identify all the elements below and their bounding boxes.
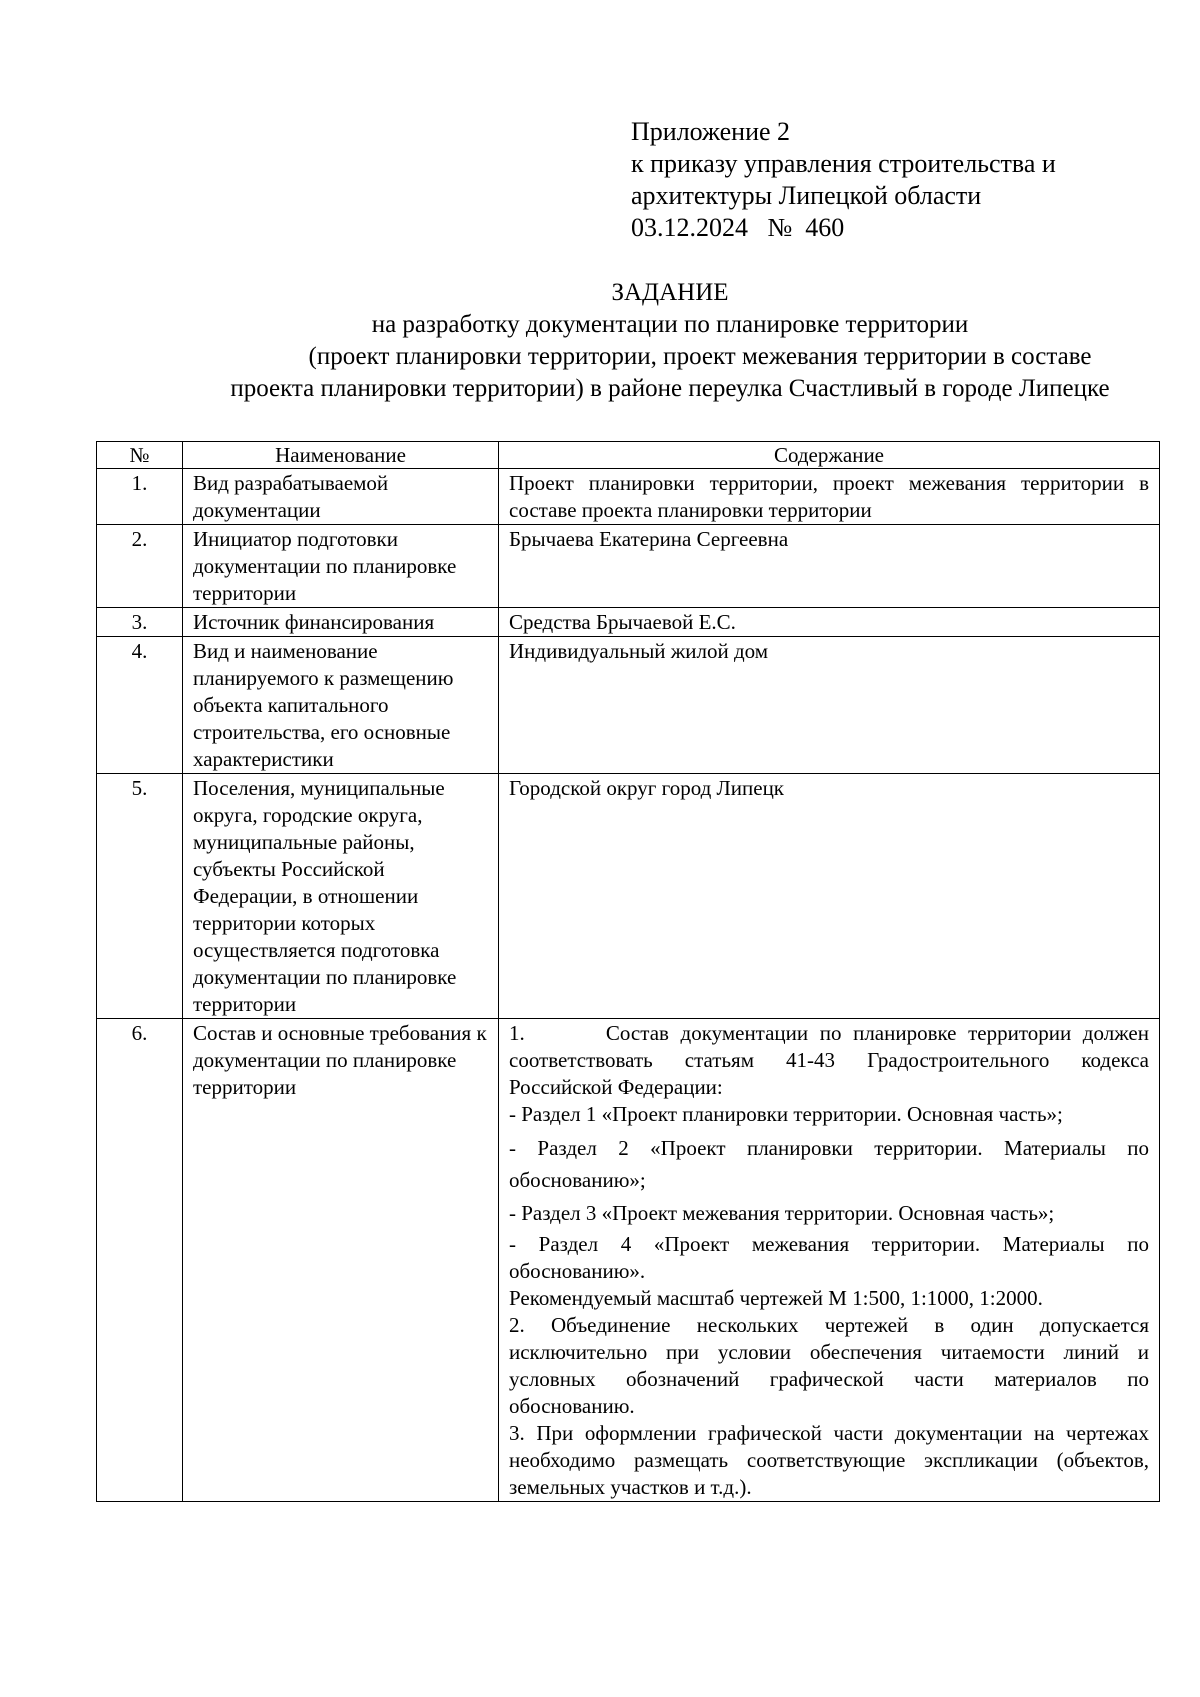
row-name: Источник финансирования — [183, 608, 499, 637]
row-content: Индивидуальный жилой дом — [499, 637, 1160, 774]
row-content: Средства Брычаевой Е.С. — [499, 608, 1160, 637]
row-name: Вид и наименование планируемого к размещению объекта капитального строительства, его основные характеристики — [183, 637, 499, 774]
annex-line-4: 03.12.2024 № 460 — [631, 213, 845, 242]
row-num: 2. — [97, 525, 183, 608]
row-num: 3. — [97, 608, 183, 637]
annex-line-2: к приказу управления строительства и — [631, 149, 1056, 178]
row-content-composition — [499, 1019, 1160, 1502]
section-2: - Раздел 2 «Проект планировки территории. Материалы по обоснованию»; — [509, 1136, 1149, 1192]
table-row — [97, 469, 1160, 525]
table-row — [97, 1019, 1160, 1502]
title-line-2: (проект планировки территории, проект межевания территории в составе — [308, 343, 1092, 370]
task-table — [96, 441, 1160, 1502]
row-content: Проект планировки территории, проект межевания территории в составе проекта планировки территории — [499, 469, 1160, 525]
requirement-1: 1. Состав документации по планировке территории должен соответствовать статьям 41-43 Градостроительного кодекса Российской Федерации: — [509, 1021, 1149, 1099]
row-content: Брычаева Екатерина Сергеевна — [499, 525, 1160, 608]
title-line-3: проекта планировки территории) в районе переулка Счастливый в городе Липецке — [230, 375, 1110, 402]
header-content: Содержание — [499, 442, 1160, 469]
table-row — [97, 525, 1160, 608]
row-num: 5. — [97, 774, 183, 1019]
row-content: Городской округ город Липецк — [499, 774, 1160, 1019]
row-name: Состав и основные требования к документации по планировке территории — [183, 1019, 499, 1502]
row-num: 6. — [97, 1019, 183, 1502]
table-row — [97, 608, 1160, 637]
row-name: Вид разрабатываемой документации — [183, 469, 499, 525]
annex-block — [631, 116, 1056, 244]
annex-line-3: архитектуры Липецкой области — [631, 181, 982, 210]
section-1: - Раздел 1 «Проект планировки территории. Основная часть»; — [509, 1102, 1063, 1126]
row-num: 1. — [97, 469, 183, 525]
header-name: Наименование — [183, 442, 499, 469]
requirement-3: 3. При оформлении графической части документации на чертежах необходимо размещать соответствующие экспликации (объектов, земельных участков и т.д.). — [509, 1421, 1149, 1499]
requirement-2: 2. Объединение нескольких чертежей в один допускается исключительно при условии обеспечения читаемости линий и условных обозначений графической части материалов по обоснованию. — [509, 1313, 1149, 1418]
title-heading: ЗАДАНИЕ — [611, 279, 729, 306]
table-header-row — [97, 442, 1160, 469]
table-row — [97, 774, 1160, 1019]
document-title — [100, 277, 1200, 405]
section-4: - Раздел 4 «Проект межевания территории. Материалы по обоснованию». — [509, 1232, 1149, 1283]
row-name: Инициатор подготовки документации по планировке территории — [183, 525, 499, 608]
row-num: 4. — [97, 637, 183, 774]
row-name: Поселения, муниципальные округа, городские округа, муниципальные районы, субъекты Российской Федерации, в отношении территории которых осуществляется подготовка документации по планировке территории — [183, 774, 499, 1019]
annex-line-1: Приложение 2 — [631, 117, 791, 146]
section-3: - Раздел 3 «Проект межевания территории. Основная часть»; — [509, 1201, 1055, 1225]
table-row — [97, 637, 1160, 774]
title-line-1: на разработку документации по планировке территории — [371, 311, 969, 338]
scale-recommendation: Рекомендуемый масштаб чертежей М 1:500, 1:1000, 1:2000. — [509, 1286, 1043, 1310]
header-num: № — [97, 442, 183, 469]
